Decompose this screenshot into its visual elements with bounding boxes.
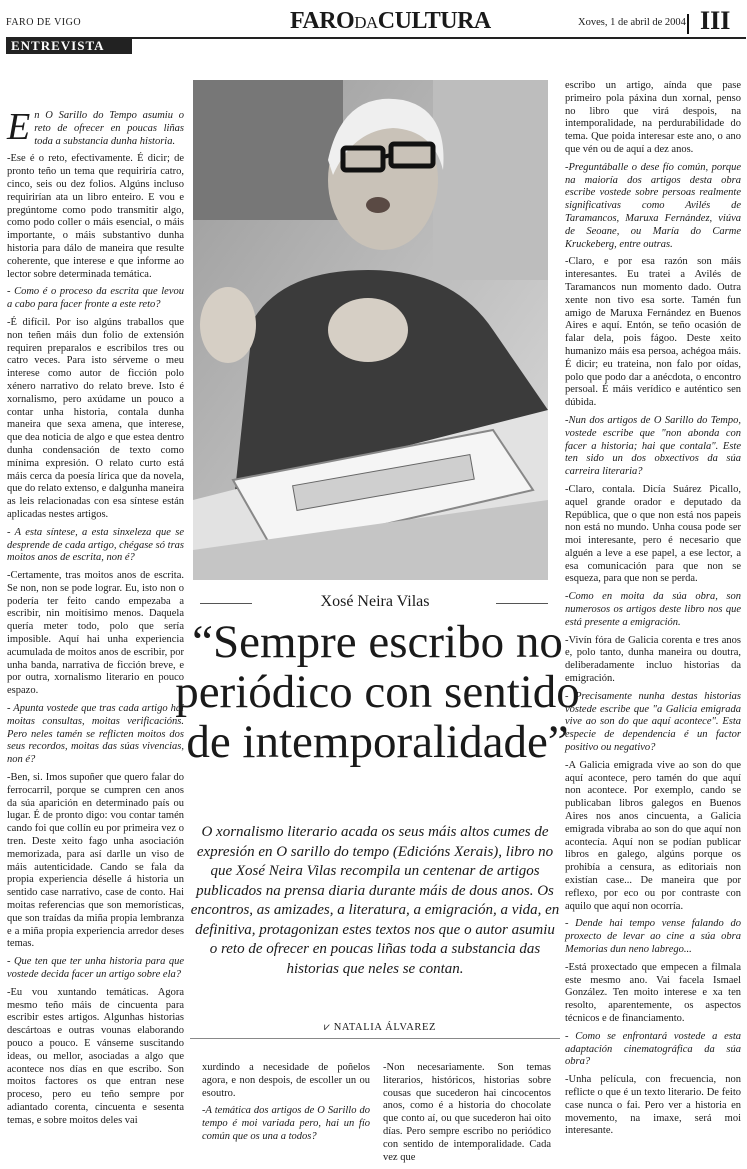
interview-question: - Apunta vostede que tras cada artigo hai moitas consultas, moitas verificacións. Pero neles tamén se reflicten moitos dos seus recordos, moitas das súas vivencias, non é? [7, 703, 184, 766]
masthead-part: DA [354, 13, 378, 32]
headline: “Sempre escribo no periódico con sentido de intemporalidade” [175, 616, 580, 768]
drop-cap: E [7, 106, 31, 148]
author-portrait-image [193, 80, 548, 580]
interview-answer: -Claro, contala. Dicía Suárez Picallo, aquel grande orador e deputado da República, que o que non está nos papeis non está no mundo. Unha cousa pode ser moi interesante, pero é necesario que alguén a leve a ese papel, a ese lector, a esa comunicación para que non se esqueza, para que non se perda. [565, 483, 741, 585]
masthead-part: FARO [290, 8, 355, 34]
interview-question: En O Sarillo do Tempo asumiu o reto de ofrecer en poucas liñas toda a substancia dunha historia. [7, 106, 184, 148]
interview-answer: xurdindo a necesidade de poñelos agora, e non despois, de escoller un ou esoutro. [202, 1062, 370, 1099]
interview-answer: -A Galicia emigrada vive ao son do que aquí acontece, pero tamén do que aquí non acontece. Por exemplo, cando se publicaban libros galegos en Buenos Aires nos anos cincuenta, a Galicia emigrada vibraba ao son do que aquí non acontecía. Aquí non se podían publicar libros en galego, algúns porque os prohibía a censura, as editoriais non existían case... De maneira que por reflexo, por eco ou por contraste con aquilo que aquí non ocorría. [565, 759, 741, 912]
article-column-4 [565, 80, 741, 1143]
interview-question: -Como en moita da súa obra, son numerosos os artigos deste libro nos que está presente a emigración. [565, 591, 741, 628]
byline-rule [200, 603, 252, 604]
interview-question: - Que ten que ter unha historia para que vostede decida facer un artigo sobre ela? [7, 956, 184, 980]
interview-question: -Nun dos artigos de O Sarillo do Tempo, vostede escribe que "non abonda con facer a historia; hai que contala". Este ten sido un dos obxectivos da súa carreira literaria? [565, 414, 741, 478]
header-divider [687, 14, 689, 34]
author-rule [190, 1038, 560, 1039]
interview-answer: -Unha película, con frecuencia, non reflicte o que é un texto literario. De feito case nunca o fai. Pero ver a historia en movemento, na imaxe, será moi interesante. [565, 1074, 741, 1137]
interview-answer: -Ben, si. Imos supoñer que quero falar do ferrocarril, porque se cumpren cen anos da súa aparición en determinado país ou lugar. É de pronto digo: vou contar tamén cando foi que collín eu por primeira vez o tren. Deste xeito fago unha asociación memorizada, para así darlle un viso de máis autenticidade. Cando se fala da propia experiencia déselle á historia un sentido case narrativo, case de conto. Hai moitas referencias que son memorísticas, que son traídas da miña propia lembranza e a miña propia experiencia arredor deses temas. [7, 772, 184, 950]
interview-answer: -Vivín fóra de Galicia corenta e tres anos e, polo tanto, dunha maneira ou doutra, deliberadamente incluo historias da emigración. [565, 634, 741, 685]
lead-paragraph: O xornalismo literario acada os seus máis altos cumes de expresión en O sarillo do tempo (Edicións Xerais), libro no que Xosé Neira Vilas recompila un centenar de artigos publicados na prensa diaria durante máis de dous anos. Os encontros, as amizades, a literatura, a emigración, a vida, en definitiva, protagonizan estes textos nos que o autor asumiu o reto de ofrecer en poucas liñas toda a substancia das historias que neles se contan. [190, 824, 560, 977]
interview-question: - Dende hai tempo vense falando do proxecto de levar ao cine a súa obra Memorias dun neno labrego... [565, 918, 741, 955]
page-number: III [700, 6, 731, 35]
interview-question: - A esta síntese, a esta sinxeleza que se desprende de cada artigo, chégase só tras moitos anos de escrita, non é? [7, 526, 184, 564]
interview-answer: -Ese é o reto, efectivamente. É dicir; de pronto teño un tema que requiriría catro, cinco, seis ou dez folios. Algúns incluso requirirían ata un libro enteiro. E vou e pregúntome como podo transmitir algo, como podo coller o máis esencial, o máis importante, o máis substantivo dunha historia para dálo de maneira que resulte coherente, que interese e que informe ao lector sobre determinada temática. [7, 153, 184, 280]
interview-question: - Precisamente nunha destas historias vostede escribe que "a Galicia emigrada vive ao son do que aquí acontece". Esta especie de dependencia é un factor positivo ou negativo? [565, 690, 741, 754]
masthead-part: CULTURA [377, 8, 491, 34]
interview-answer: -Claro, e por esa razón son máis interesantes. Eu tratei a Avilés de Taramancos nun momento dado. Outra xente non tivo esa sorte. Tamén fun amigo de Maruxa Fernández en Buenos Aires e aquí. Entón, se teño ocasión de falar dela, pois fágoo. Deste xeito humanizo máis esa persoa, achégoa máis. É dicir; eu trateina, non falo por oídas, polo que podo dar a anécdota, o encontro persoal. É máis verídico e auténtico sen dúbida. [565, 256, 741, 409]
byline-rule [496, 603, 548, 604]
author-logo-icon: ⩗ [323, 1022, 334, 1033]
interview-answer: -Está proxectado que empecen a filmala este mesmo ano. Vai facela Ismael González. Ten moito interese e xa ten resolto, aparentemente, os aspectos técnicos e de financiamento. [565, 961, 741, 1024]
interview-question: - Como é o proceso da escrita que levou a cabo para facer fronte a este reto? [7, 286, 184, 311]
interview-answer: -Eu vou xuntando temáticas. Agora mesmo teño máis de cincuenta para escribir estes artigos. Algunhas historias descártoas e outras vounas elaborando pouco a pouco. E vánseme suscitando ideas, ou mellor, asociadas a algo que acontece nos días en que escribo. Son moitos factores os que entran nese proceso, pero eu teño sempre por adiantado corenta, cincuenta e sesenta temas, e sobre moitos deles vai [7, 986, 184, 1126]
author-credit [290, 1022, 470, 1034]
article-column-2 [202, 1062, 370, 1149]
interview-question: -Preguntáballe o dese fío común, porque na maioría dos artigos desta obra escribe vostede sobre persoas realmente significativas como Avilés de Taramancos, Maruxa Fernández, viúva de Seoane, ou María do Carme Kruckeberg, entre outras. [565, 161, 741, 250]
interview-answer: escribo un artigo, aínda que pase primeiro pola páxina dun xornal, penso no libro que virá despois, na intemporalidade, na perdurabilidade do tema. Que poida interesar este ano, o ano que vén ou de aquí a dez anos. [565, 80, 741, 155]
issue-date: Xoves, 1 de abril de 2004 [578, 17, 686, 28]
interviewee-name: Xosé Neira Vilas [320, 593, 430, 610]
interview-answer: -Certamente, tras moitos anos de escrita. Se non, non se pode lograr. Eu, isto non o podería ter feito cando empezaba a escribir, nin moitísimo menos. Daquela quería meter todo, polo que sería imposible. Aquí hai unha experiencia acumulada de moitos anos de escribir, por unha banda, narrativa de ficción breve, e por outra, xornalismo literario en pouco espazo. [7, 570, 184, 697]
interview-question: -A temática dos artigos de O Sarillo do tempo é moi variada pero, hai un fío común que os una a todos? [202, 1105, 370, 1142]
interview-answer: -É difícil. Por iso algúns traballos que non teñen máis dun folio de extensión requiren preparalos e escribilos tres ou catro veces. Para isto sérveme o meu interese como autor de ficción polo xénero narrativo do relato breve. Isto é xornalismo, pero axúdame un pouco a contar unha historia, contala dunha maneira que sexa amena, que interese, que dea noticia de algo e que estea dentro dunha condensación de texto como mínima expresión. O relato curto está máis cerca da poesía lírica que da novela, que do relato extenso, e dalgunha maneira as leis relacionadas con esa síntese están aplicadas nestes artigos. [7, 316, 184, 520]
interview-question: - Como se enfrontará vostede a esta adaptación cinematográfica da súa obra? [565, 1030, 741, 1068]
newspaper-name: FARO DE VIGO [6, 17, 82, 28]
author-photo [193, 80, 548, 580]
article-column-3 [383, 1062, 551, 1169]
masthead [290, 8, 491, 35]
interview-answer: -Non necesariamente. Son temas literarios, históricos, historias sobre cousas que sucederon hai cincocentos anos, como é a historia do chocolate que conto aí, ou que sucederon hai oito días. Pero sempre escribo no periódico con sentido de intemporalidade. Cada vez que [383, 1062, 551, 1163]
author-name: NATALIA ÁLVAREZ [333, 1022, 437, 1033]
section-label: ENTREVISTA [6, 37, 132, 54]
